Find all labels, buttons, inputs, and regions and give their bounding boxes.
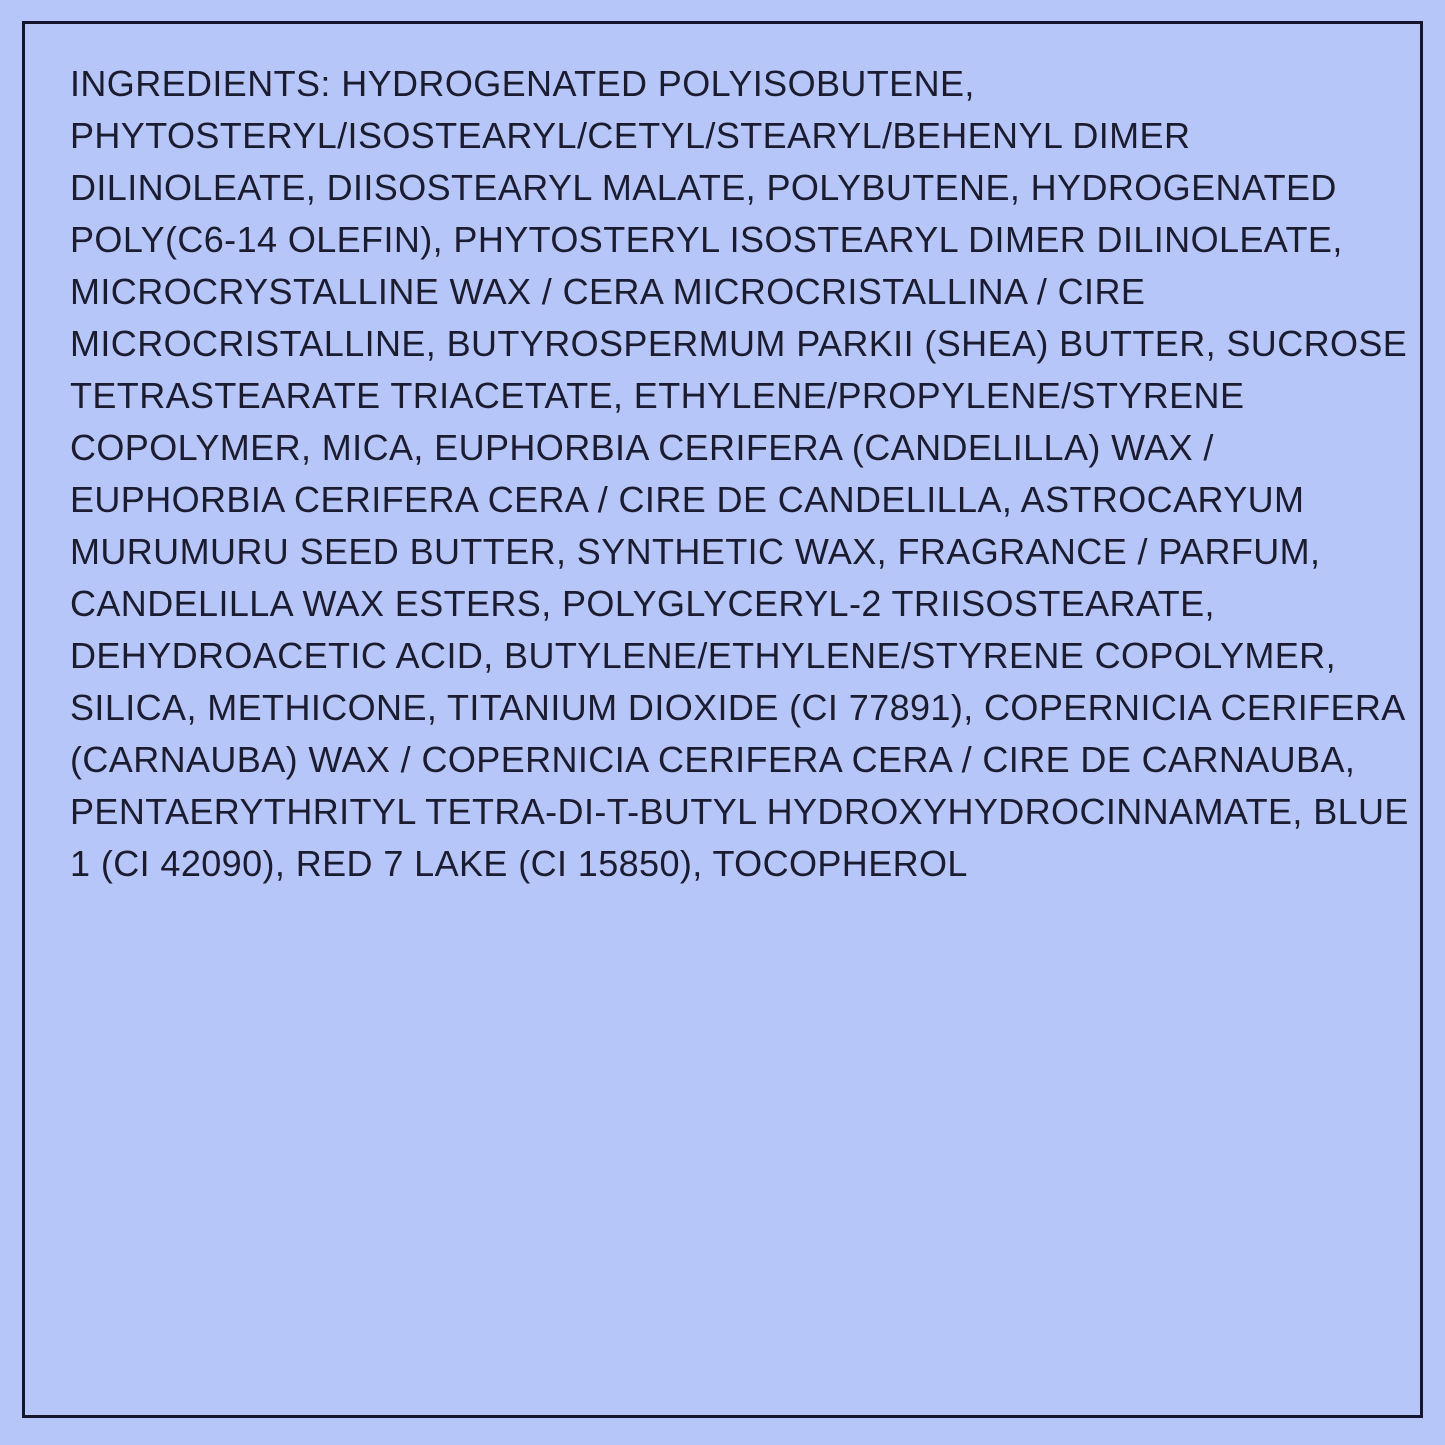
ingredients-line: MICROCRISTALLINE, BUTYROSPERMUM PARKII (SHEA) BUTTER, SUCROSE (70, 323, 1408, 364)
ingredients-line: DEHYDROACETIC ACID, BUTYLENE/ETHYLENE/STYRENE COPOLYMER, (70, 635, 1336, 676)
ingredients-line: MURUMURU SEED BUTTER, SYNTHETIC WAX, FRAGRANCE / PARFUM, (70, 531, 1321, 572)
ingredients-line: SILICA, METHICONE, TITANIUM DIOXIDE (CI 77891), COPERNICIA CERIFERA (70, 687, 1406, 728)
ingredients-label-frame (22, 21, 1423, 1418)
ingredients-line: TETRASTEARATE TRIACETATE, ETHYLENE/PROPYLENE/STYRENE (70, 375, 1245, 416)
ingredients-line: CANDELILLA WAX ESTERS, POLYGLYCERYL-2 TRIISOSTEARATE, (70, 583, 1215, 624)
ingredients-line: 1 (CI 42090), RED 7 LAKE (CI 15850), TOCOPHEROL (70, 843, 968, 884)
ingredients-list-text (70, 58, 1409, 890)
ingredients-line: PHYTOSTERYL/ISOSTEARYL/CETYL/STEARYL/BEHENYL DIMER (70, 115, 1191, 156)
ingredients-line: EUPHORBIA CERIFERA CERA / CIRE DE CANDELILLA, ASTROCARYUM (70, 479, 1305, 520)
ingredients-line: (CARNAUBA) WAX / COPERNICIA CERIFERA CERA / CIRE DE CARNAUBA, (70, 739, 1356, 780)
ingredients-line: POLY(C6-14 OLEFIN), PHYTOSTERYL ISOSTEARYL DIMER DILINOLEATE, (70, 219, 1343, 260)
ingredients-line: PENTAERYTHRITYL TETRA-DI-T-BUTYL HYDROXYHYDROCINNAMATE, BLUE (70, 791, 1409, 832)
ingredients-line: DILINOLEATE, DIISOSTEARYL MALATE, POLYBUTENE, HYDROGENATED (70, 167, 1337, 208)
ingredients-line: MICROCRYSTALLINE WAX / CERA MICROCRISTALLINA / CIRE (70, 271, 1146, 312)
ingredients-line: INGREDIENTS: HYDROGENATED POLYISOBUTENE, (70, 63, 975, 104)
ingredients-line: COPOLYMER, MICA, EUPHORBIA CERIFERA (CANDELILLA) WAX / (70, 427, 1214, 468)
